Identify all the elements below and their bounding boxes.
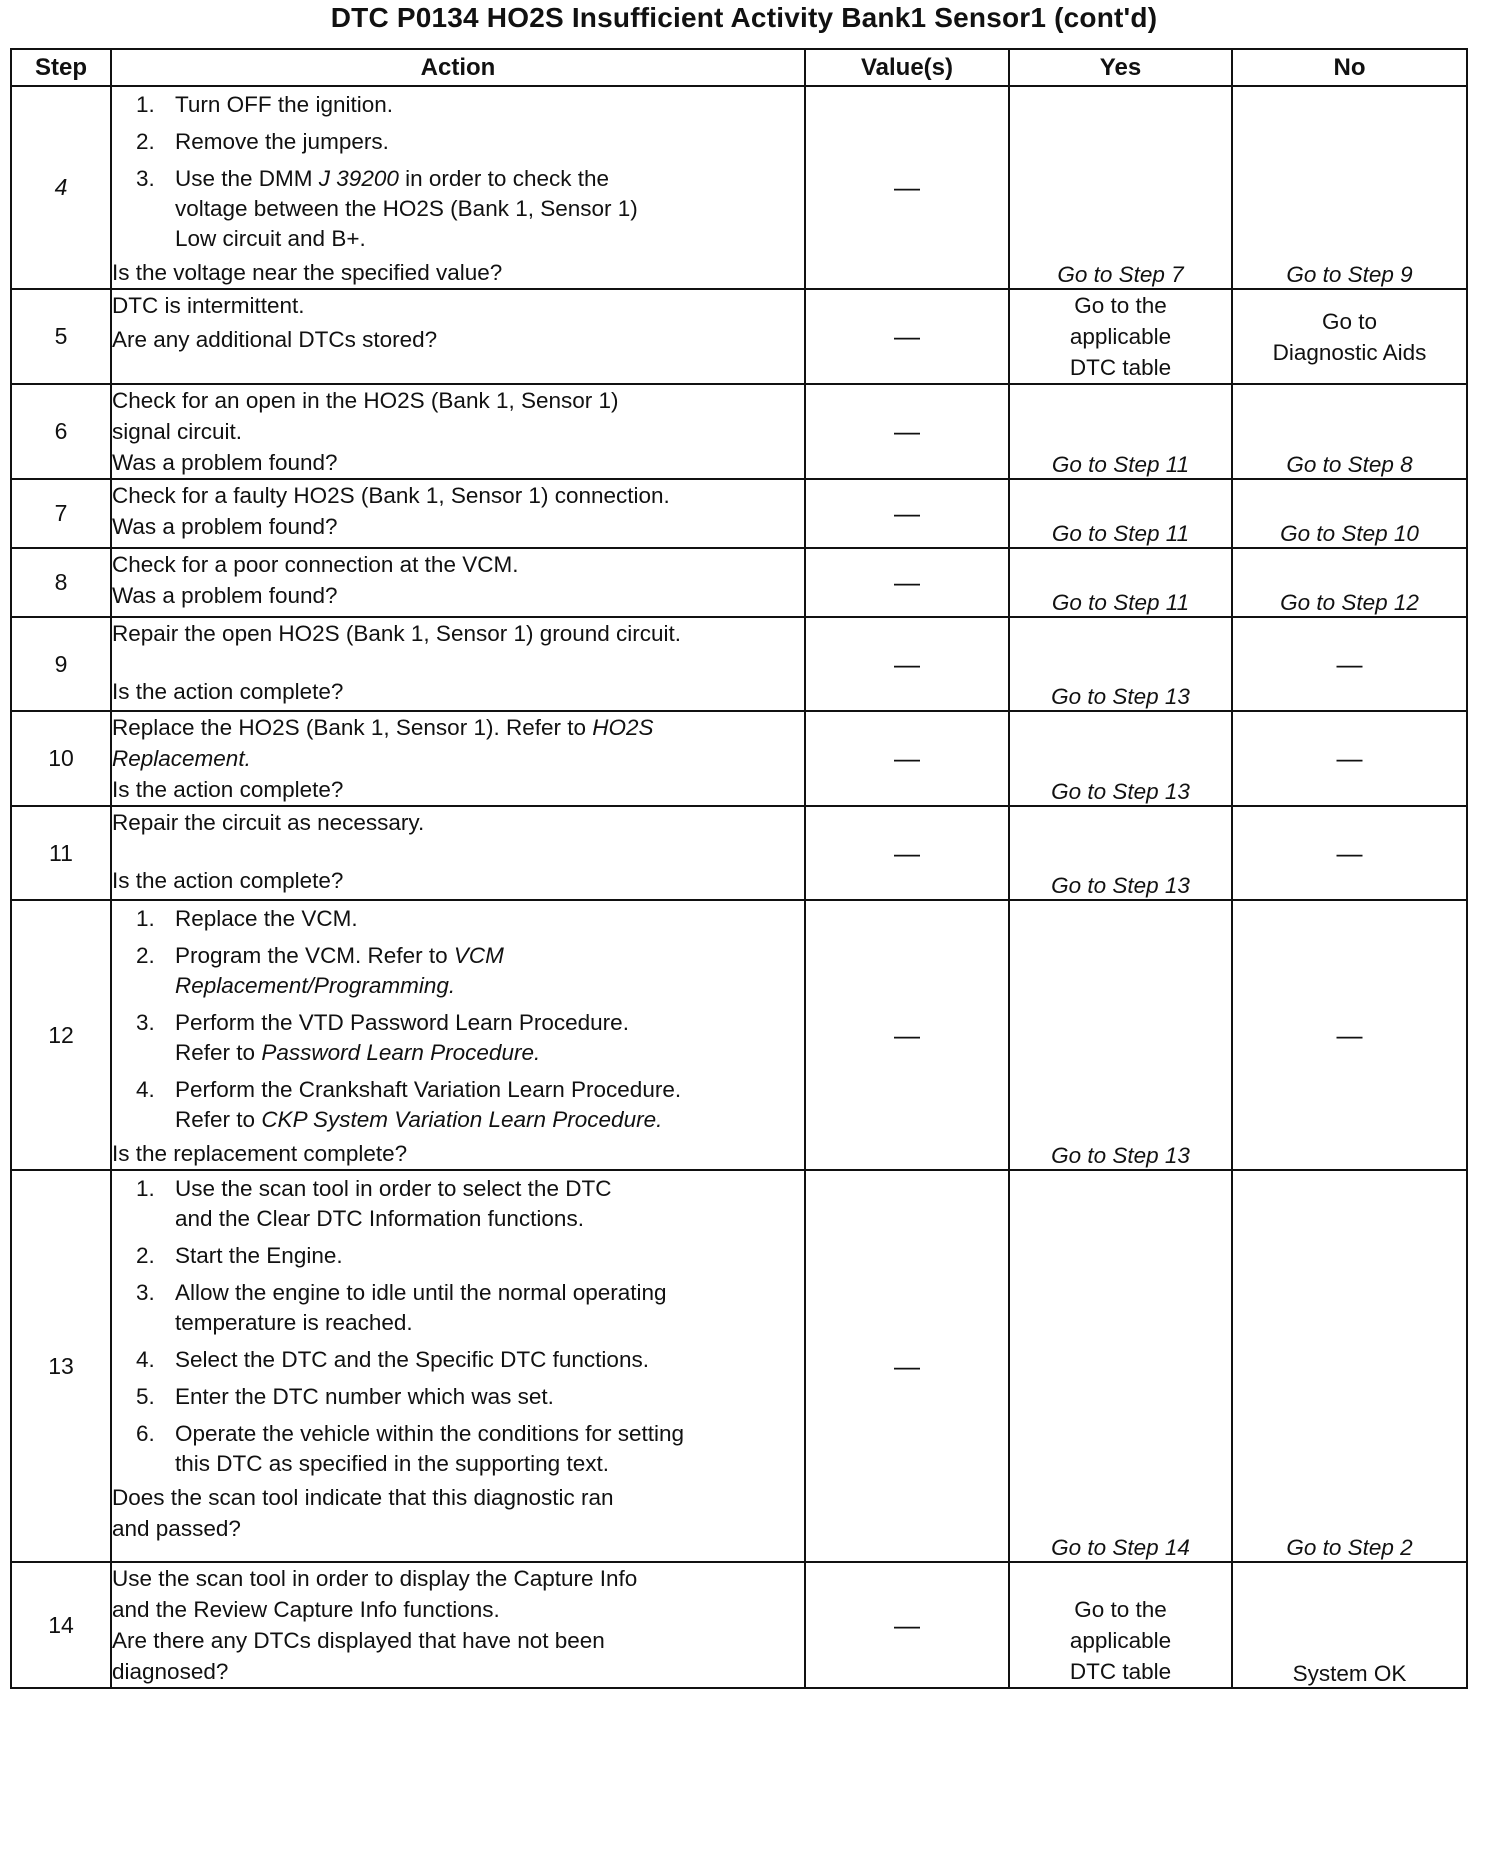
no-cell: Go to Step 12 xyxy=(1232,548,1467,617)
value-cell: — xyxy=(805,548,1009,617)
page-title: DTC P0134 HO2S Insufficient Activity Bank1 Sensor1 (cont'd) xyxy=(330,2,1158,33)
step-number: 9 xyxy=(11,617,111,711)
reference-link: Replacement. xyxy=(112,746,251,771)
no-cell: — xyxy=(1232,900,1467,1170)
value-cell: — xyxy=(805,384,1009,479)
table-row-step-5 xyxy=(11,289,1467,384)
yes-cell: Go to Step 13 xyxy=(1009,900,1232,1170)
no-cell: Go to Step 2 xyxy=(1232,1170,1467,1562)
no-cell: Go to Step 10 xyxy=(1232,479,1467,548)
reference-link: HO2S xyxy=(592,715,654,740)
table-row-step-8 xyxy=(11,548,1467,617)
action-steps xyxy=(112,903,804,1135)
action-cell: Check for an open in the HO2S (Bank 1, Sensor 1) signal circuit. Was a problem found? xyxy=(111,384,805,479)
header-yes: Yes xyxy=(1009,49,1232,86)
action-question: and passed? xyxy=(112,1516,241,1541)
action-question: Is the voltage near the specified value? xyxy=(112,260,503,285)
header-row xyxy=(11,49,1467,86)
header-action: Action xyxy=(111,49,805,86)
step-number: 14 xyxy=(11,1562,111,1688)
header-no: No xyxy=(1232,49,1467,86)
no-cell: — xyxy=(1232,806,1467,900)
action-cell: Repair the circuit as necessary. Is the action complete? xyxy=(111,806,805,900)
step-number: 13 xyxy=(11,1170,111,1562)
action-step: 4. Select the DTC and the Specific DTC functions. xyxy=(136,1347,649,1372)
action-question: diagnosed? xyxy=(112,1659,229,1684)
action-step: 5. Enter the DTC number which was set. xyxy=(136,1384,554,1409)
action-cell xyxy=(111,86,805,289)
no-cell: System OK xyxy=(1232,1562,1467,1688)
action-question: Was a problem found? xyxy=(112,583,338,608)
action-cell: Check for a faulty HO2S (Bank 1, Sensor 1) connection. Was a problem found? xyxy=(111,479,805,548)
step-number: 5 xyxy=(11,289,111,384)
table-row-step-12 xyxy=(11,900,1467,1170)
action-cell: Check for a poor connection at the VCM. Was a problem found? xyxy=(111,548,805,617)
yes-cell: Go to Step 11 xyxy=(1009,384,1232,479)
action-cell xyxy=(111,900,805,1170)
action-step: 2. Start the Engine. xyxy=(136,1243,343,1268)
value-cell: — xyxy=(805,1562,1009,1688)
no-cell: Go to Diagnostic Aids xyxy=(1232,289,1467,384)
header-step: Step xyxy=(11,49,111,86)
step-number: 10 xyxy=(11,711,111,806)
action-question: Is the action complete? xyxy=(112,777,344,802)
action-question: Was a problem found? xyxy=(112,514,338,539)
value-cell: — xyxy=(805,479,1009,548)
yes-cell: Go to Step 13 xyxy=(1009,711,1232,806)
value-cell: — xyxy=(805,806,1009,900)
action-step: 3. Use the DMM J 39200 in order to check the voltage between the HO2S (Bank 1, Sensor 1) Low circuit and B+. xyxy=(136,166,638,251)
table-row-step-10 xyxy=(11,711,1467,806)
action-step: 6. Operate the vehicle within the conditions for setting this DTC as specified in the supporting text. xyxy=(136,1421,685,1476)
dtc-table xyxy=(10,48,1468,1689)
no-cell: — xyxy=(1232,617,1467,711)
table-row-step-9 xyxy=(11,617,1467,711)
tool-reference: J 39200 xyxy=(318,166,399,191)
action-question: Does the scan tool indicate that this diagnostic ran xyxy=(112,1485,614,1510)
action-cell: Use the scan tool in order to display the Capture Info and the Review Capture Info functions. Are there any DTCs displayed that have not been diagnosed? xyxy=(111,1562,805,1688)
action-question: Is the replacement complete? xyxy=(112,1141,408,1166)
value-cell: — xyxy=(805,86,1009,289)
yes-cell: Go to Step 13 xyxy=(1009,806,1232,900)
action-step: 4. Perform the Crankshaft Variation Learn Procedure. Refer to CKP System Variation Learn Procedure. xyxy=(136,1077,682,1132)
action-question: Was a problem found? xyxy=(112,450,338,475)
action-question: Are there any DTCs displayed that have not been xyxy=(112,1628,605,1653)
action-steps xyxy=(112,89,804,254)
action-step: 3. Allow the engine to idle until the normal operating temperature is reached. xyxy=(136,1280,667,1335)
action-step: 1. Turn OFF the ignition. xyxy=(136,92,394,117)
value-cell: — xyxy=(805,617,1009,711)
action-question: Is the action complete? xyxy=(112,679,344,704)
action-question: Is the action complete? xyxy=(112,868,344,893)
step-number: 6 xyxy=(11,384,111,479)
action-cell xyxy=(111,1170,805,1562)
yes-cell: Go to the applicable DTC table xyxy=(1009,289,1232,384)
table-row-step-7 xyxy=(11,479,1467,548)
action-step: 1. Replace the VCM. xyxy=(136,906,358,931)
no-cell: Go to Step 8 xyxy=(1232,384,1467,479)
table-row-step-13 xyxy=(11,1170,1467,1562)
step-number: 4 xyxy=(11,86,111,289)
value-cell: — xyxy=(805,711,1009,806)
value-cell: — xyxy=(805,900,1009,1170)
action-step: 3. Perform the VTD Password Learn Procedure. Refer to Password Learn Procedure. xyxy=(136,1010,629,1065)
value-cell: — xyxy=(805,1170,1009,1562)
table-row-step-14 xyxy=(11,1562,1467,1688)
step-number: 12 xyxy=(11,900,111,1170)
table-row-step-11 xyxy=(11,806,1467,900)
action-cell: Replace the HO2S (Bank 1, Sensor 1). Refer to HO2S Replacement. Is the action complete? xyxy=(111,711,805,806)
yes-cell: Go to Step 11 xyxy=(1009,548,1232,617)
action-question: Are any additional DTCs stored? xyxy=(112,327,438,352)
value-cell: — xyxy=(805,289,1009,384)
no-cell: — xyxy=(1232,711,1467,806)
step-number: 7 xyxy=(11,479,111,548)
yes-cell: Go to Step 11 xyxy=(1009,479,1232,548)
table-row-step-6 xyxy=(11,384,1467,479)
yes-cell: Go to the applicable DTC table xyxy=(1009,1562,1232,1688)
header-values: Value(s) xyxy=(805,49,1009,86)
yes-cell: Go to Step 7 xyxy=(1009,86,1232,289)
action-steps xyxy=(112,1173,804,1479)
action-cell: DTC is intermittent. Are any additional DTCs stored? xyxy=(111,289,805,384)
no-cell: Go to Step 9 xyxy=(1232,86,1467,289)
action-cell: Repair the open HO2S (Bank 1, Sensor 1) ground circuit. Is the action complete? xyxy=(111,617,805,711)
step-number: 11 xyxy=(11,806,111,900)
step-number: 8 xyxy=(11,548,111,617)
action-step: 2. Remove the jumpers. xyxy=(136,129,389,154)
action-step: 2. Program the VCM. Refer to VCM Replacement/Programming. xyxy=(136,943,504,998)
yes-cell: Go to Step 14 xyxy=(1009,1170,1232,1562)
yes-cell: Go to Step 13 xyxy=(1009,617,1232,711)
table-row-step-4 xyxy=(11,86,1467,289)
action-step: 1. Use the scan tool in order to select the DTC and the Clear DTC Information functions. xyxy=(136,1176,612,1231)
